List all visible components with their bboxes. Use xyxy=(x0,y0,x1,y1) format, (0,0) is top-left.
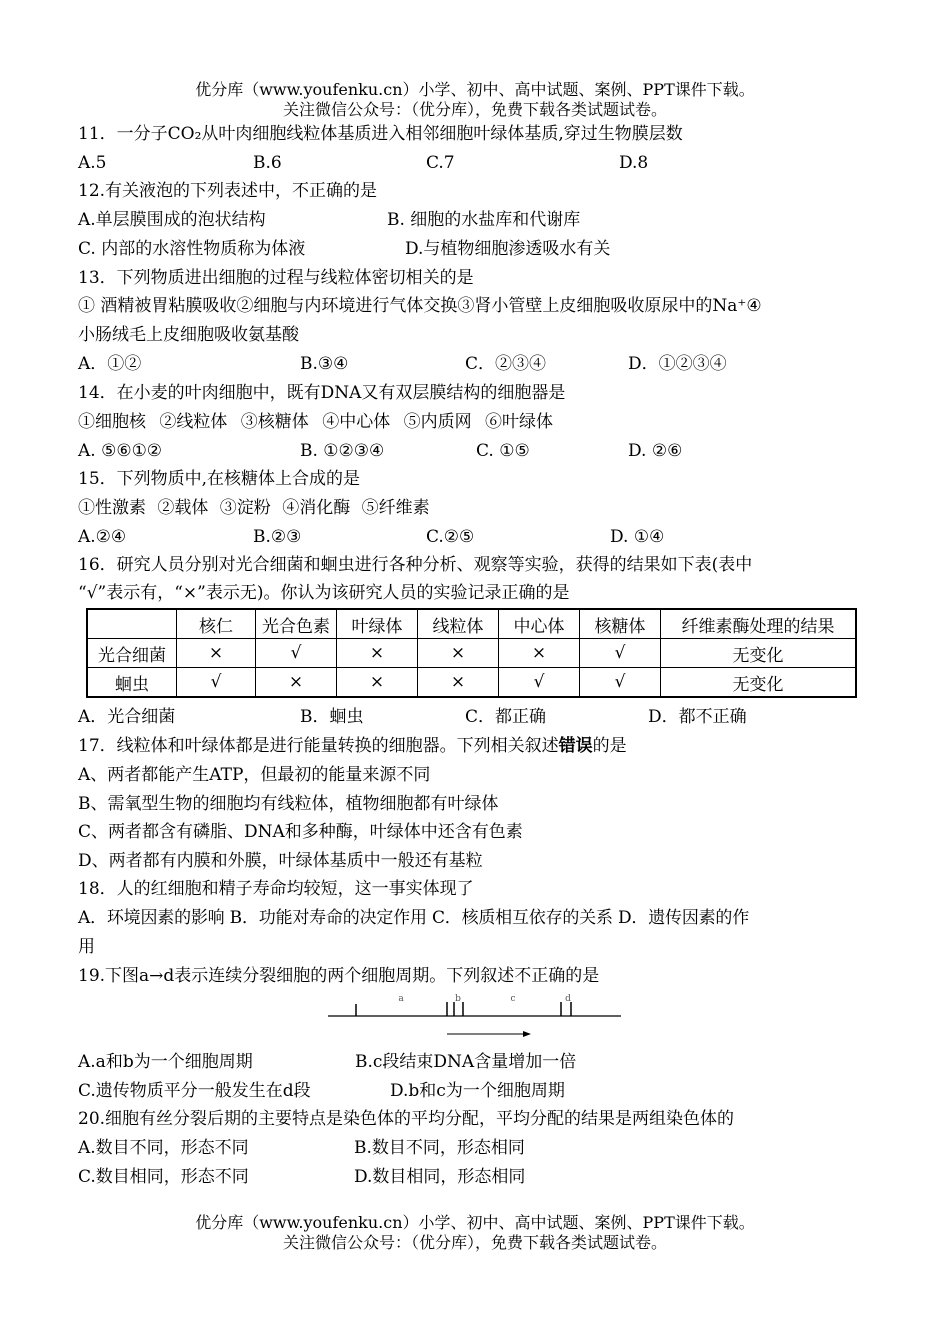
table-cell: × xyxy=(177,639,256,668)
q20-option-b: B.数目不同，形态相同 xyxy=(354,1138,525,1158)
table-cell: × xyxy=(337,668,418,698)
q14-stem: 14．在小麦的叶肉细胞中，既有DNA又有双层膜结构的细胞器是 xyxy=(78,383,566,403)
q19-option-d: D.b和c为一个细胞周期 xyxy=(390,1081,565,1101)
q19-option-c: C.遗传物质平分一般发生在d段 xyxy=(78,1081,311,1101)
q20-option-a: A.数目不同，形态不同 xyxy=(78,1138,249,1158)
header-line-2: 关注微信公众号：（优分库），免费下载各类试题试卷。 xyxy=(282,100,667,119)
table-cell: √ xyxy=(499,668,580,698)
q15-stem: 15．下列物质中,在核糖体上合成的是 xyxy=(78,469,361,489)
table-header-cell: 叶绿体 xyxy=(337,609,418,639)
q14-option-d: D. ②⑥ xyxy=(628,441,683,461)
q19-stem: 19.下图a→d表示连续分裂细胞的两个细胞周期。下列叙述不正确的是 xyxy=(78,966,600,986)
q11-option-c: C.7 xyxy=(426,153,455,173)
q13-line-3: 小肠绒毛上皮细胞吸收氨基酸 xyxy=(78,325,299,345)
q18-options-wrap: 用 xyxy=(78,937,95,957)
footer-line-1: 优分库（www.youfenku.cn）小学、初中、高中试题、案例、PPT课件下载。 xyxy=(195,1213,755,1232)
table-cell: 光合细菌 xyxy=(87,639,177,668)
table-header-cell: 线粒体 xyxy=(418,609,499,639)
table-header-row xyxy=(87,609,856,639)
table-cell: × xyxy=(337,639,418,668)
q18-stem: 18．人的红细胞和精子寿命均较短，这一事实体现了 xyxy=(78,879,474,899)
q11-stem: 11．一分子CO₂从叶肉细胞线粒体基质进入相邻细胞叶绿体基质,穿过生物膜层数 xyxy=(78,124,683,144)
table-header-cell: 核仁 xyxy=(177,609,256,639)
q19-option-a: A.a和b为一个细胞周期 xyxy=(78,1052,253,1072)
q11-option-a: A.5 xyxy=(78,153,107,173)
q14-option-c: C. ①⑤ xyxy=(476,441,530,461)
header-line-1: 优分库（www.youfenku.cn）小学、初中、高中试题、案例、PPT课件下载。 xyxy=(195,80,755,99)
q13-option-a: A．①② xyxy=(78,354,142,374)
q17-option-a: A、两者都能产生ATP，但最初的能量来源不同 xyxy=(78,765,431,785)
table-cell: × xyxy=(418,668,499,698)
q17-stem xyxy=(78,736,627,756)
segment-label-d: d xyxy=(565,994,571,1004)
table-row xyxy=(87,668,856,698)
q14-items: ①细胞核 ②线粒体 ③核糖体 ④中心体 ⑤内质网 ⑥叶绿体 xyxy=(78,412,554,432)
q17-option-c: C、两者都含有磷脂、DNA和多种酶，叶绿体中还含有色素 xyxy=(78,822,523,842)
q16-option-c: C．都正确 xyxy=(465,707,547,727)
q11-option-d: D.8 xyxy=(619,153,649,173)
q17-option-b: B、需氧型生物的细胞均有线粒体，植物细胞都有叶绿体 xyxy=(78,794,499,814)
q12-option-b: B. 细胞的水盐库和代谢库 xyxy=(387,210,581,230)
table-cell: √ xyxy=(256,639,337,668)
q13-option-b: B.③④ xyxy=(300,354,349,374)
q15-option-d: D. ①④ xyxy=(610,527,665,547)
q16-option-b: B．蛔虫 xyxy=(300,707,364,727)
q13-stem: 13．下列物质进出细胞的过程与线粒体密切相关的是 xyxy=(78,268,474,288)
q15-option-c: C.②⑤ xyxy=(426,527,475,547)
q17-stem-suffix: 的是 xyxy=(592,736,627,756)
q12-option-a: A.单层膜围成的泡状结构 xyxy=(78,210,266,230)
q11-option-b: B.6 xyxy=(253,153,282,173)
table-cell: √ xyxy=(580,639,661,668)
footer-line-2: 关注微信公众号：（优分库），免费下载各类试题试卷。 xyxy=(282,1233,667,1252)
table-cell: 蛔虫 xyxy=(87,668,177,698)
q20-option-c: C.数目相同，形态不同 xyxy=(78,1167,249,1187)
q16-option-d: D．都不正确 xyxy=(648,707,747,727)
table-cell: 无变化 xyxy=(661,668,857,698)
q17-option-d: D、两者都有内膜和外膜，叶绿体基质中一般还有基粒 xyxy=(78,851,483,871)
q13-option-d: D．①②③④ xyxy=(628,354,727,374)
segment-label-b: b xyxy=(455,994,461,1004)
table-cell: 无变化 xyxy=(661,639,857,668)
table-cell: × xyxy=(256,668,337,698)
table-header-cell: 光合色素 xyxy=(256,609,337,639)
cell-cycle-diagram xyxy=(325,990,625,1040)
q16-option-a: A．光合细菌 xyxy=(78,707,176,727)
q16-stem-line-2: “√”表示有，“×”表示无)。你认为该研究人员的实验记录正确的是 xyxy=(78,583,570,603)
q13-line-2: ① 酒精被胃粘膜吸收②细胞与内环境进行气体交换③肾小管壁上皮细胞吸收原尿中的Na⁺④ xyxy=(78,296,762,316)
q13-option-c: C．②③④ xyxy=(465,354,547,374)
q15-option-a: A.②④ xyxy=(78,527,127,547)
q15-items: ①性激素 ②载体 ③淀粉 ④消化酶 ⑤纤维素 xyxy=(78,498,430,518)
q17-stem-prefix: 17．线粒体和叶绿体都是进行能量转换的细胞器。下列相关叙述 xyxy=(78,736,559,756)
table-header-cell: 核糖体 xyxy=(580,609,661,639)
table-header-cell: 中心体 xyxy=(499,609,580,639)
segment-label-a: a xyxy=(398,994,404,1004)
table-row xyxy=(87,639,856,668)
q18-options: A．环境因素的影响 B．功能对寿命的决定作用 C．核质相互依存的关系 D．遗传因素的作 xyxy=(78,908,750,928)
q14-option-a: A. ⑤⑥①② xyxy=(78,441,163,461)
table-cell: √ xyxy=(177,668,256,698)
table-cell: × xyxy=(499,639,580,668)
table-cell: √ xyxy=(580,668,661,698)
q20-stem: 20.细胞有丝分裂后期的主要特点是染色体的平均分配，平均分配的结果是两组染色体的 xyxy=(78,1109,735,1129)
q12-option-d: D.与植物细胞渗透吸水有关 xyxy=(405,239,611,259)
table-header-cell xyxy=(87,609,177,639)
q14-option-b: B. ①②③④ xyxy=(300,441,385,461)
q20-option-d: D.数目相同，形态相同 xyxy=(354,1167,526,1187)
q12-stem: 12.有关液泡的下列表述中，不正确的是 xyxy=(78,181,378,201)
q16-results-table xyxy=(86,608,857,698)
q15-option-b: B.②③ xyxy=(253,527,302,547)
direction-arrow-head xyxy=(523,1031,531,1037)
q16-stem-line-1: 16．研究人员分别对光合细菌和蛔虫进行各种分析、观察等实验，获得的结果如下表(表中 xyxy=(78,555,753,575)
q12-option-c: C. 内部的水溶性物质称为体液 xyxy=(78,239,306,259)
q17-stem-emphasis: 错误 xyxy=(558,736,593,756)
segment-label-c: c xyxy=(510,994,516,1004)
table-header-cell: 纤维素酶处理的结果 xyxy=(661,609,857,639)
table-cell: × xyxy=(418,639,499,668)
q19-option-b: B.c段结束DNA含量增加一倍 xyxy=(355,1052,577,1072)
